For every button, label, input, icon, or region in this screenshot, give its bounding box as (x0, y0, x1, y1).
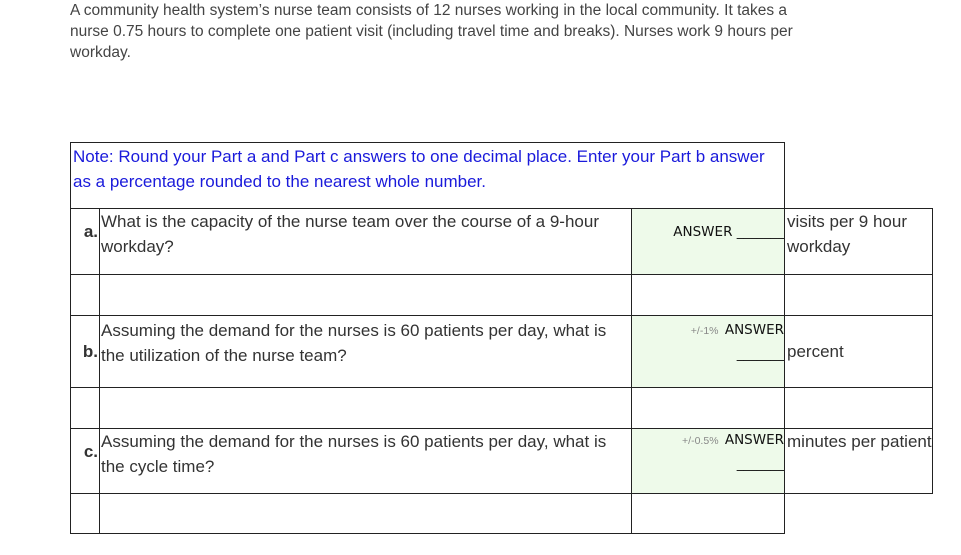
part-b-answer-label: ANSWER (724, 322, 784, 338)
part-a-letter: a. (70, 208, 100, 275)
spacer-cell (631, 493, 785, 534)
part-b-answer-cell[interactable] (631, 315, 785, 388)
part-c-unit: minutes per patient (784, 428, 933, 494)
part-a-question: What is the capacity of the nurse team over the course of a 9-hour workday? (99, 208, 632, 275)
part-a-unit: visits per 9 hour workday (784, 208, 933, 275)
rounding-note: Note: Round your Part a and Part c answers to one decimal place. Enter your Part b answer as a percentage rounded to the nearest whole number. (70, 142, 785, 209)
part-b-question: Assuming the demand for the nurses is 60 patients per day, what is the utilization of the nurse team? (99, 315, 632, 388)
part-b-letter: b. (70, 315, 100, 388)
spacer-cell (99, 493, 632, 534)
part-a-answer-blank[interactable]: _______ (736, 224, 784, 240)
part-b-unit: percent (784, 315, 933, 388)
problem-intro: A community health system’s nurse team consists of 12 nurses working in the local community. It takes a nurse 0.75 hours to complete one patient visit (including travel time and breaks). Nurses work 9 hours per workday. (70, 2, 793, 61)
part-a-answer-field[interactable] (632, 209, 784, 244)
part-b-answer-field[interactable] (632, 316, 784, 366)
part-c-tolerance: +/-0.5% (682, 435, 719, 447)
spacer-cell (70, 387, 100, 429)
spacer-cell (70, 274, 100, 316)
spacer-cell (631, 274, 785, 316)
part-c-answer-label: ANSWER (724, 432, 784, 448)
spacer-cell (631, 387, 785, 429)
part-b-answer-blank[interactable]: _______ (736, 346, 784, 362)
spacer-cell (99, 387, 632, 429)
part-c-answer-field[interactable] (632, 429, 784, 476)
part-c-answer-cell[interactable] (631, 428, 785, 494)
part-a-answer-label: ANSWER (673, 224, 733, 240)
spacer-cell (784, 274, 933, 316)
part-b-tolerance: +/-1% (690, 325, 719, 337)
spacer-cell (99, 274, 632, 316)
spacer-cell (70, 493, 100, 534)
spacer-cell (784, 387, 933, 429)
part-c-letter: c. (70, 428, 100, 494)
part-c-answer-blank[interactable]: _______ (736, 456, 784, 472)
part-c-question: Assuming the demand for the nurses is 60 patients per day, what is the cycle time? (99, 428, 632, 494)
part-a-answer-cell[interactable] (631, 208, 785, 275)
